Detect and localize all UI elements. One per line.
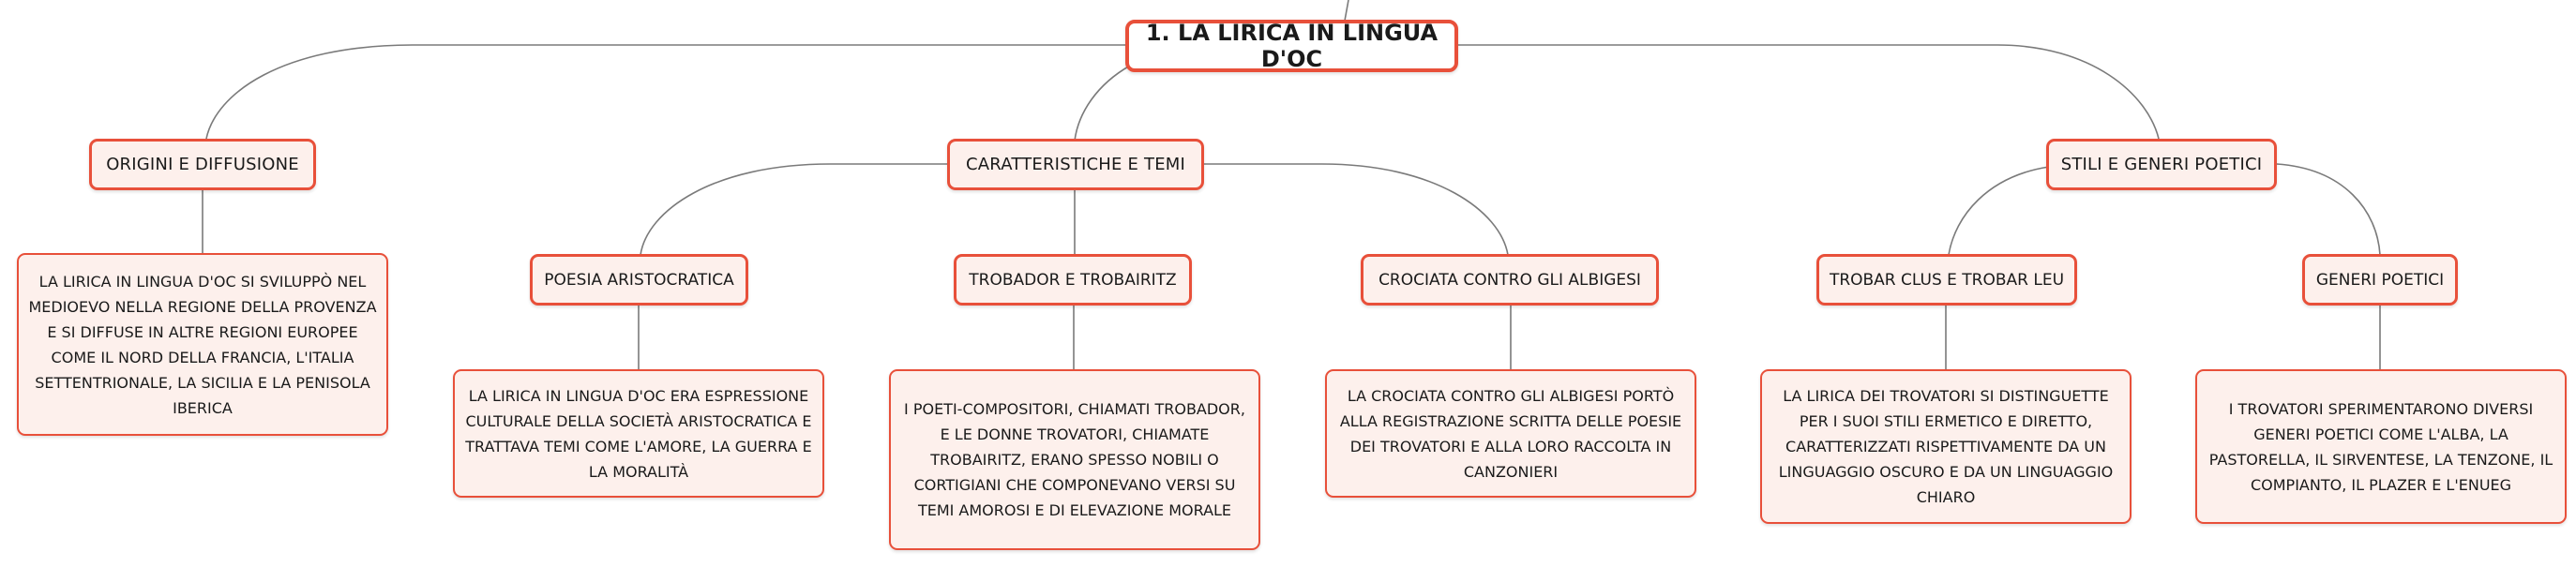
subtopic-poesia-aristocratica[interactable] bbox=[530, 254, 748, 306]
note-poesia-aristocratica[interactable] bbox=[453, 369, 824, 498]
subtopic-trobador-e-trobairitz[interactable] bbox=[954, 254, 1192, 306]
note-origini-e-diffusione[interactable] bbox=[17, 253, 388, 436]
note-text: LA CROCIATA CONTRO GLI ALBIGESI PORTÒ ALLA REGISTRAZIONE SCRITTA DELLE POESIE DEI TROVATORI E ALLA LORO RACCOLTA IN CANZONIERI bbox=[1339, 386, 1682, 481]
note-text: LA LIRICA IN LINGUA D'OC SI SVILUPPÒ NEL MEDIOEVO NELLA REGIONE DELLA PROVENZA E SI DIFFUSE IN ALTRE REGIONI EUROPEE COME IL NORD DELLA FRANCIA, L'ITALIA SETTENTRIONALE, LA SICILIA E LA PENISOLA IBERICA bbox=[28, 272, 377, 417]
connector-car-crociata bbox=[1204, 164, 1508, 255]
connector-root-caratteristiche bbox=[1075, 66, 1130, 141]
subtopic-trobar-clus-e-trobar-leu[interactable] bbox=[1816, 254, 2077, 306]
topic-caratteristiche-e-temi[interactable] bbox=[947, 139, 1204, 190]
connector-root-origini bbox=[206, 45, 1125, 139]
subtopic-label: GENERI POETICI bbox=[2315, 270, 2445, 290]
note-trobar-clus-e-trobar-leu[interactable] bbox=[1760, 369, 2132, 524]
connector-root-stili bbox=[1458, 45, 2159, 139]
connector-stili-generi bbox=[2277, 164, 2380, 255]
note-text: I POETI-COMPOSITORI, CHIAMATI TROBADOR, E LE DONNE TROVATORI, CHIAMATE TROBAIRITZ, ERANO SPESSO NOBILI O CORTIGIANI CHE COMPONEVANO VERSI SU TEMI AMOROSI E DI ELEVAZIONE MORALE bbox=[904, 400, 1245, 519]
subtopic-label: TROBAR CLUS E TROBAR LEU bbox=[1829, 270, 2065, 290]
root-label: 1. LA LIRICA IN LINGUA D'OC bbox=[1145, 20, 1439, 72]
note-generi-poetici[interactable] bbox=[2195, 369, 2567, 524]
note-text: LA LIRICA IN LINGUA D'OC ERA ESPRESSIONE CULTURALE DELLA SOCIETÀ ARISTOCRATICA E TRATTAVA TEMI COME L'AMORE, LA GUERRA E LA MORALITÀ bbox=[465, 386, 812, 481]
topic-label: STILI E GENERI POETICI bbox=[2060, 155, 2263, 174]
topic-label: ORIGINI E DIFFUSIONE bbox=[106, 155, 299, 174]
note-trobador-e-trobairitz[interactable] bbox=[889, 369, 1260, 550]
note-text: I TROVATORI SPERIMENTARONO DIVERSI GENERI POETICI COME L'ALBA, LA PASTORELLA, IL SIRVENTESE, LA TENZONE, IL COMPIANTO, IL PLAZER E L'ENUEG bbox=[2208, 399, 2553, 494]
subtopic-label: CROCIATA CONTRO GLI ALBIGESI bbox=[1378, 270, 1641, 290]
note-crociata-contro-gli-albigesi[interactable] bbox=[1325, 369, 1696, 498]
root-node[interactable] bbox=[1125, 20, 1458, 72]
topic-stili-e-generi-poetici[interactable] bbox=[2046, 139, 2277, 190]
subtopic-crociata-contro-gli-albigesi[interactable] bbox=[1361, 254, 1659, 306]
topic-origini-e-diffusione[interactable] bbox=[89, 139, 316, 190]
subtopic-label: POESIA ARISTOCRATICA bbox=[544, 270, 734, 290]
topic-label: CARATTERISTICHE E TEMI bbox=[965, 155, 1186, 174]
subtopic-generi-poetici[interactable] bbox=[2302, 254, 2458, 306]
connector-car-poesia bbox=[640, 164, 949, 255]
connector-stili-trobar bbox=[1949, 167, 2049, 255]
subtopic-label: TROBADOR E TROBAIRITZ bbox=[969, 270, 1177, 290]
connector-root-top bbox=[1345, 0, 1348, 21]
note-text: LA LIRICA DEI TROVATORI SI DISTINGUETTE PER I SUOI STILI ERMETICO E DIRETTO, CARATTERIZZATI RISPETTIVAMENTE DA UN LINGUAGGIO OSCURO E DA UN LINGUAGGIO CHIARO bbox=[1778, 387, 2114, 506]
